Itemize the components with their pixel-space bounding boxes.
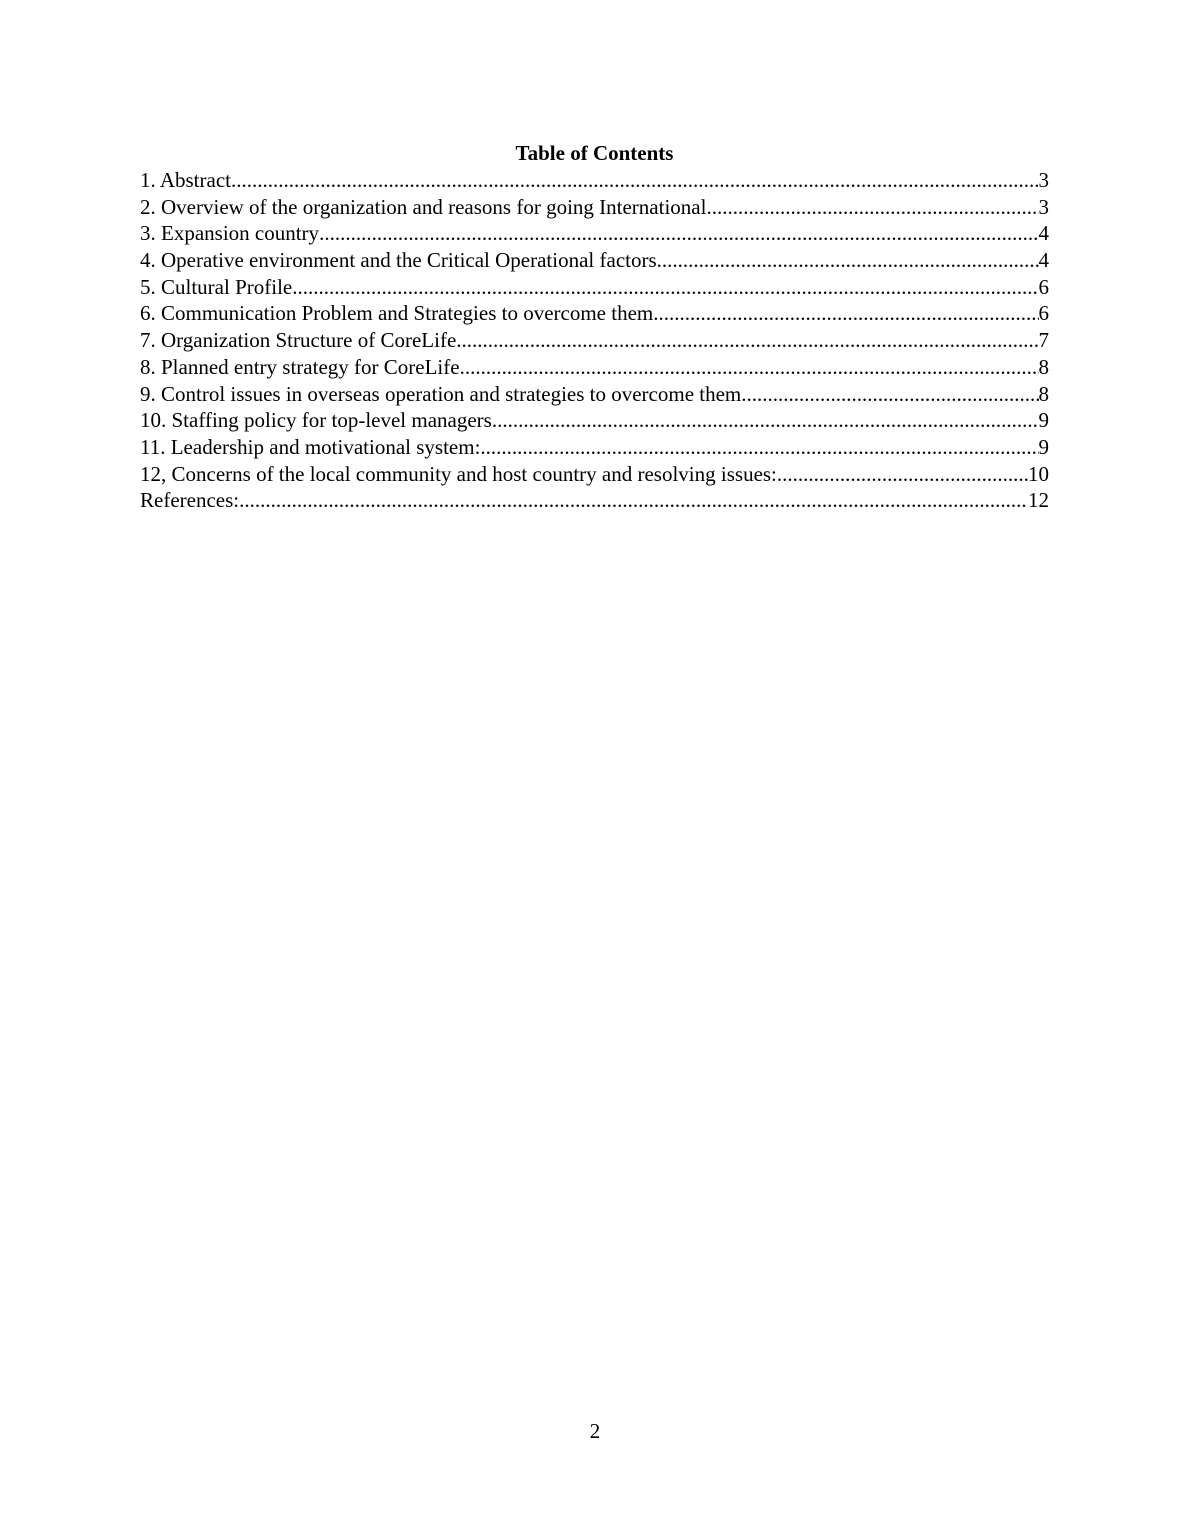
toc-entry-control-issues[interactable] [140, 381, 1049, 408]
toc-entry-text: 11. Leadership and motivational system: [140, 434, 481, 459]
toc-entry-text: 6. Communication Problem and Strategies to overcome them [140, 301, 654, 326]
toc-dot-leader [657, 247, 1039, 274]
toc-entry-page: 7 [1038, 328, 1049, 353]
toc-entry-references[interactable] [140, 487, 1049, 514]
toc-entry-page: 10 [1028, 461, 1049, 486]
toc-dot-leader [460, 354, 1039, 381]
toc-entry-organization-structure[interactable] [140, 327, 1049, 354]
toc-entry-page: 9 [1038, 434, 1049, 459]
toc-entry-overview[interactable] [140, 194, 1049, 221]
toc-entry-staffing-policy[interactable] [140, 407, 1049, 434]
toc-entry-page: 8 [1038, 381, 1049, 406]
toc-list [140, 167, 1049, 514]
toc-entry-text: 1. Abstract [140, 168, 231, 192]
toc-dot-leader [231, 167, 1039, 194]
toc-entry-text: 7. Organization Structure of CoreLife [140, 328, 457, 353]
toc-entry-text: 4. Operative environment and the Critical Operational factors [140, 248, 657, 273]
toc-title: Table of Contents [515, 141, 674, 165]
toc-entry-leadership[interactable] [140, 434, 1049, 461]
toc-entry-communication-problem[interactable] [140, 300, 1049, 327]
toc-entry-text: 2. Overview of the organization and reasons for going International [140, 194, 707, 219]
toc-entry-page: 6 [1038, 301, 1049, 326]
toc-dot-leader [456, 327, 1038, 354]
toc-entry-text: 5. Cultural Profile [140, 274, 293, 299]
toc-entry-text: 8. Planned entry strategy for CoreLife [140, 354, 460, 379]
toc-entry-page: 6 [1038, 274, 1049, 299]
toc-entry-text: 3. Expansion country [140, 221, 320, 246]
toc-entry-text: 12, Concerns of the local community and host country and resolving issues: [140, 461, 777, 486]
toc-entry-text: References: [140, 488, 240, 513]
toc-dot-leader [706, 194, 1038, 221]
toc-entry-cultural-profile[interactable] [140, 274, 1049, 301]
toc-entry-page: 3 [1038, 194, 1049, 219]
table-of-contents [140, 140, 1049, 514]
toc-entry-expansion-country[interactable] [140, 220, 1049, 247]
toc-entry-abstract[interactable] [140, 167, 1049, 194]
toc-entry-planned-entry-strategy[interactable] [140, 354, 1049, 381]
toc-entry-text: 9. Control issues in overseas operation and strategies to overcome them [140, 381, 742, 406]
toc-entry-page: 4 [1038, 248, 1049, 273]
toc-entry-page: 9 [1038, 408, 1049, 433]
toc-dot-leader [292, 274, 1038, 301]
toc-entry-text: 10. Staffing policy for top-level managers [140, 408, 492, 433]
toc-entry-local-community-concerns[interactable] [140, 461, 1049, 488]
toc-dot-leader [653, 300, 1038, 327]
toc-entry-page: 3 [1038, 168, 1049, 192]
toc-entry-page: 12 [1028, 488, 1049, 513]
toc-entry-page: 4 [1038, 221, 1049, 246]
toc-entry-page: 8 [1038, 354, 1049, 379]
toc-dot-leader [480, 434, 1038, 461]
toc-dot-leader [239, 487, 1028, 514]
toc-dot-leader [777, 461, 1028, 488]
toc-dot-leader [319, 220, 1038, 247]
page-number: 2 [589, 1419, 601, 1443]
toc-entry-operative-environment[interactable] [140, 247, 1049, 274]
toc-dot-leader [492, 407, 1039, 434]
toc-dot-leader [741, 381, 1038, 408]
